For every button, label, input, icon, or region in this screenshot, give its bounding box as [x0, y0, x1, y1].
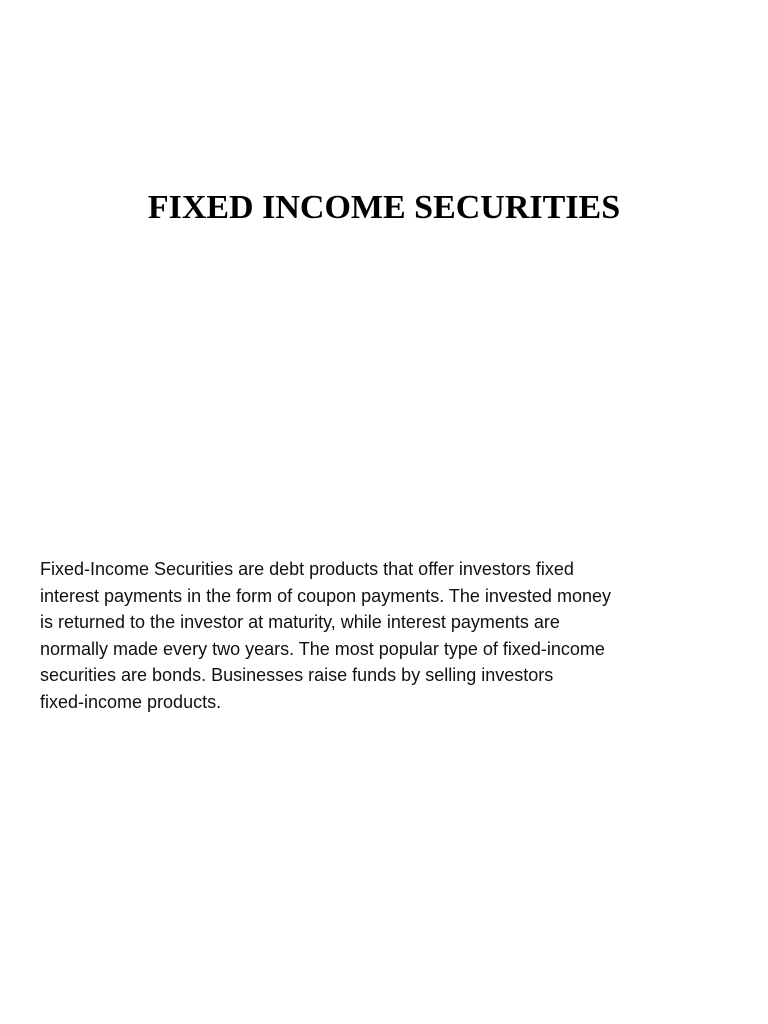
- intro-paragraph: [40, 556, 660, 716]
- paragraph-line: is returned to the investor at maturity, while interest payments are: [40, 612, 560, 633]
- paragraph-line: fixed-income products.: [40, 691, 222, 712]
- paragraph-line: interest payments in the form of coupon payments. The invested money: [40, 585, 611, 606]
- paragraph-line: Fixed-Income Securities are debt products that offer investors fixed: [40, 559, 574, 579]
- paragraph-line: normally made every two years. The most popular type of fixed-income: [40, 638, 605, 659]
- paragraph-line: securities are bonds. Businesses raise funds by selling investors: [40, 665, 554, 686]
- document-title: FIXED INCOME SECURITIES: [147, 189, 621, 226]
